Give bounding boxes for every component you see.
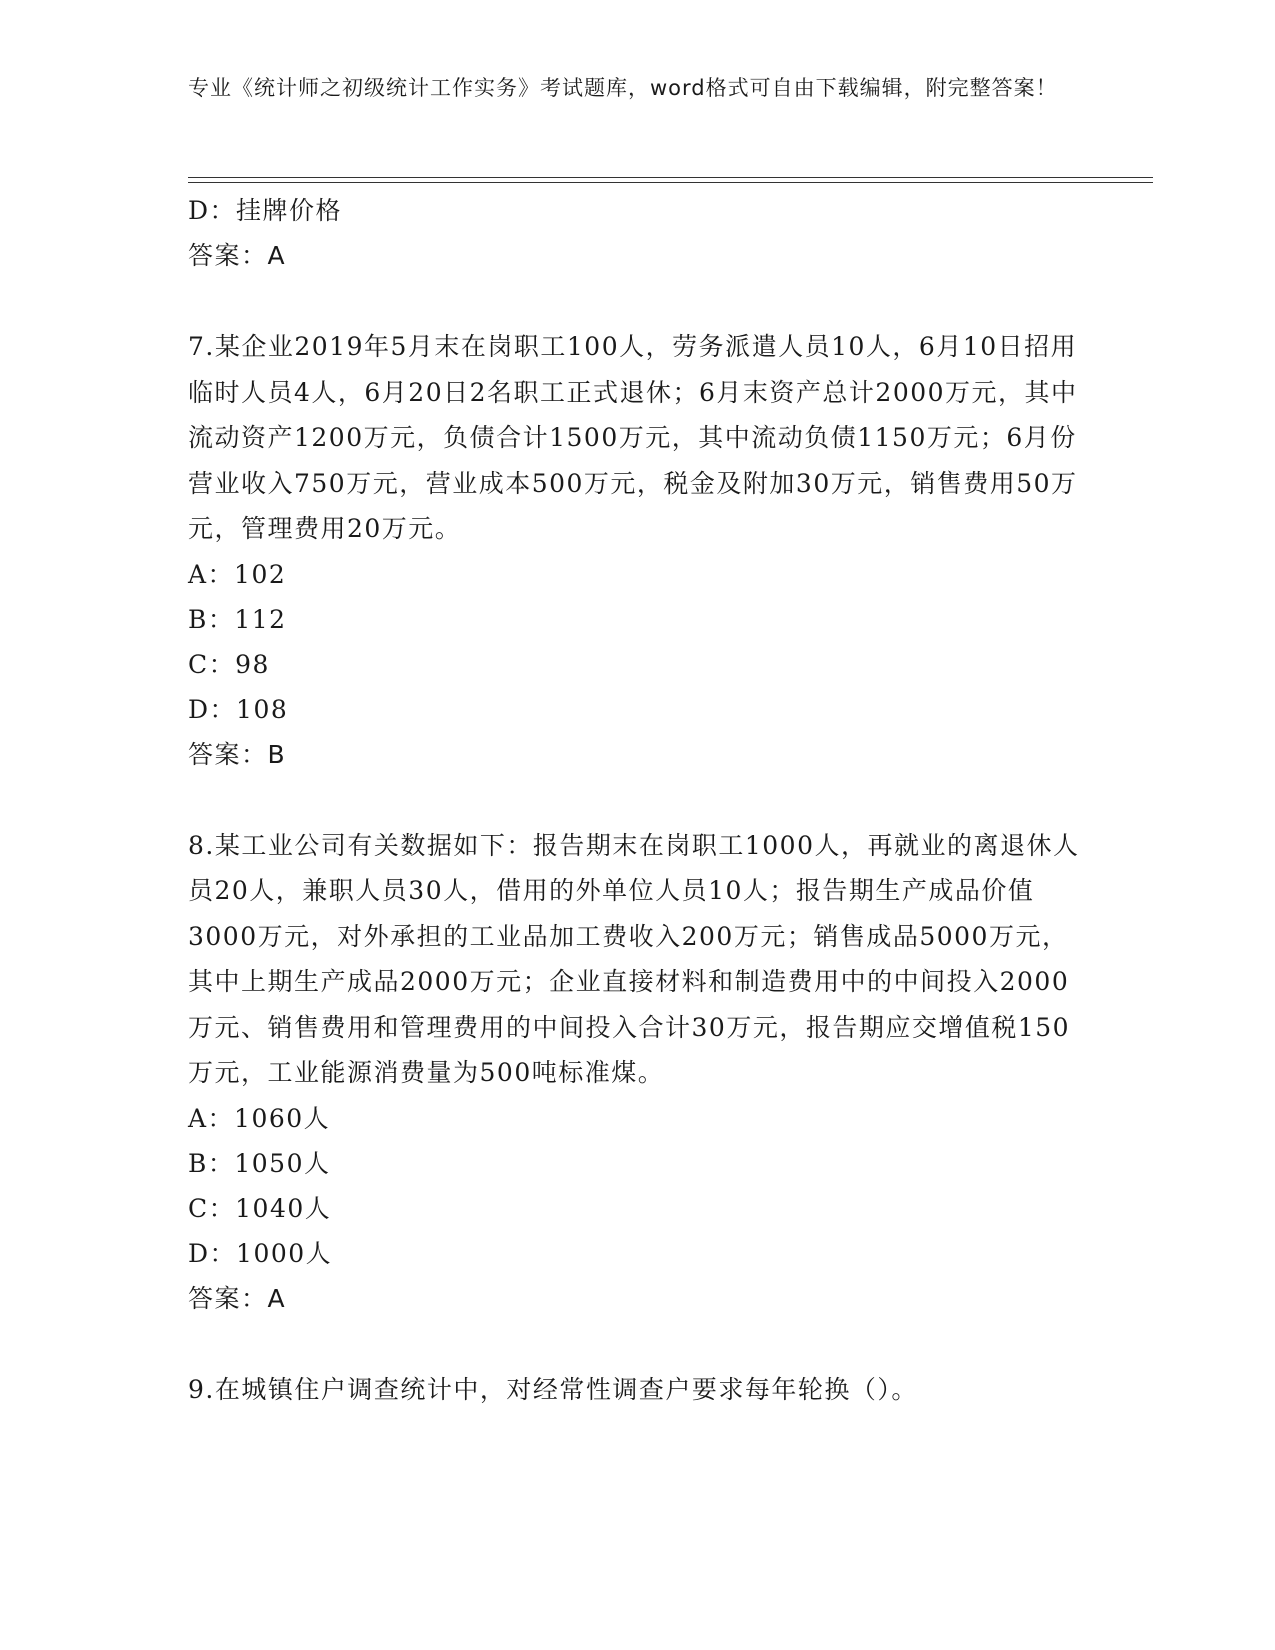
header-divider-line — [188, 177, 1153, 178]
option-b: B：1050人 — [188, 1148, 331, 1178]
option-a: A：102 — [188, 559, 287, 589]
question-text: 9.在城镇住户调查统计中，对经常性调查户要求每年轮换（）。 — [188, 1374, 918, 1404]
option-d: D：1000人 — [188, 1238, 333, 1268]
question-list — [188, 188, 1088, 1412]
option-b: B：112 — [188, 604, 287, 634]
spacer — [188, 1321, 1088, 1367]
answer-line: 答案：A — [188, 241, 287, 270]
option-c: C：98 — [188, 649, 270, 679]
question-7 — [188, 324, 1088, 777]
spacer — [188, 278, 1088, 324]
document-header: 专业《统计师之初级统计工作实务》考试题库，word格式可自由下载编辑，附完整答案！ — [188, 76, 1058, 100]
question-8 — [188, 823, 1088, 1321]
spacer — [188, 777, 1088, 823]
option-d: D：挂牌价格 — [188, 196, 343, 225]
option-a: A：1060人 — [188, 1103, 331, 1133]
question-text: 7.某企业2019年5月末在岗职工100人，劳务派遣人员10人，6月10日招用临时人员4人，6月20日2名职工正式退休；6月末资产总计2000万元，其中流动资产1200万元，负债合计1500万元，其中流动负债1150万元；6月份营业收入750万元，营业成本500万元，税金及附加30万元，销售费用50万元，管理费用20万元。 — [188, 332, 1078, 543]
answer-line: 答案：A — [188, 1283, 287, 1313]
header-divider-line-secondary — [188, 182, 1153, 183]
question-text: 8.某工业公司有关数据如下：报告期末在岗职工1000人，再就业的离退休人员20人，兼职人员30人，借用的外单位人员10人；报告期生产成品价值3000万元，对外承担的工业品加工费收入200万元；销售成品5000万元，其中上期生产成品2000万元；企业直接材料和制造费用中的中间投入2000万元、销售费用和管理费用的中间投入合计30万元，报告期应交增值税150万元，工业能源消费量为500吨标准煤。 — [188, 830, 1080, 1087]
option-d: D：108 — [188, 694, 289, 724]
question-9 — [188, 1367, 1088, 1413]
option-c: C：1040人 — [188, 1193, 332, 1223]
answer-line: 答案：B — [188, 739, 287, 769]
